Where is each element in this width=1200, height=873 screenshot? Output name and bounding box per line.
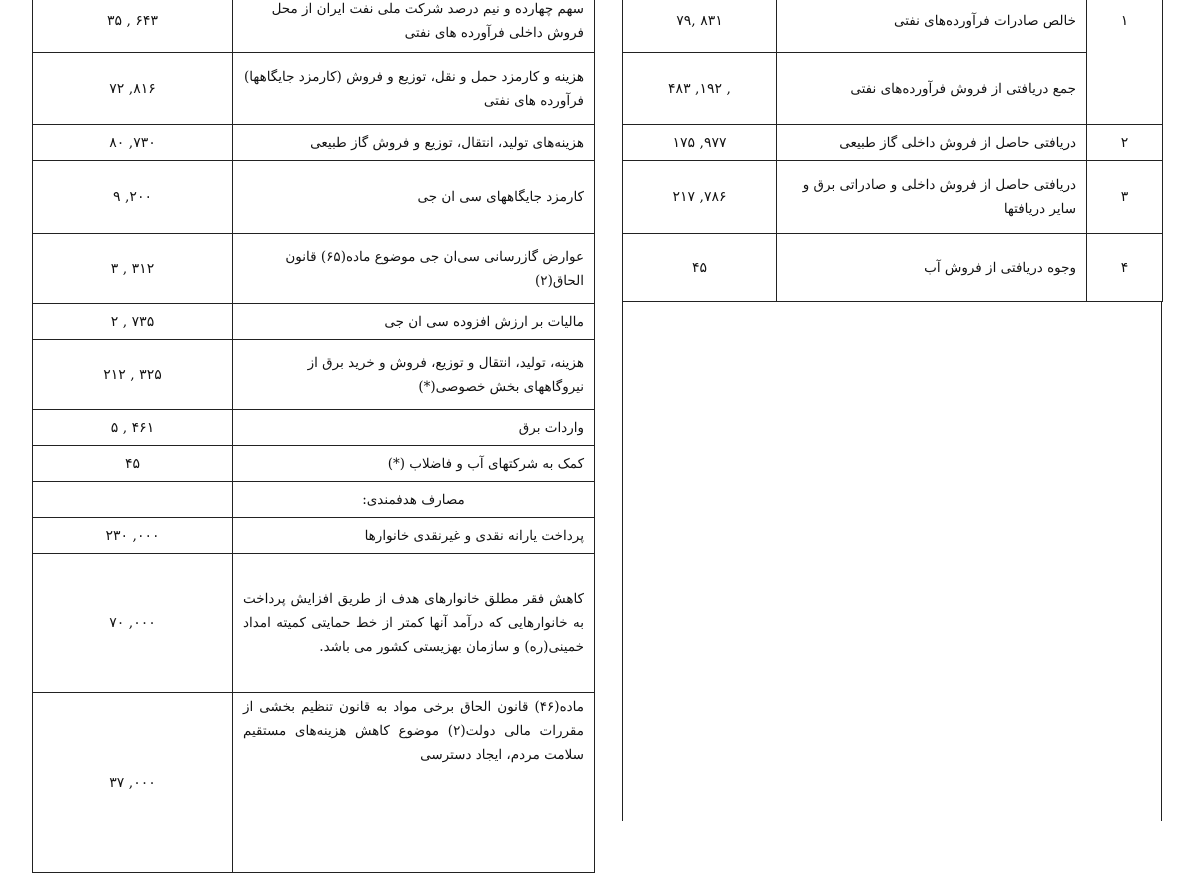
amount-cell: ۴۸۳ ,۱۹۲ , bbox=[623, 53, 777, 125]
row-index: ۲ bbox=[1087, 125, 1163, 161]
table-row bbox=[33, 482, 595, 518]
table-row bbox=[33, 234, 595, 304]
description-cell: خالص صادرات فرآورده‌های نفتی bbox=[777, 0, 1087, 53]
amount-cell: ۴۵ bbox=[33, 446, 233, 482]
amount-cell: ۷۰ ,۰۰۰ bbox=[33, 554, 233, 693]
description-cell: عوارض گازرسانی سی‌ان جی موضوع ماده(۶۵) قانون الحاق(۲) bbox=[233, 234, 595, 304]
amount-cell: ۲۳۰ ,۰۰۰ bbox=[33, 518, 233, 554]
amount-cell: ۳۵ , ۶۴۳ bbox=[33, 0, 233, 53]
table-row bbox=[33, 53, 595, 125]
description-cell: مالیات بر ارزش افزوده سی ان جی bbox=[233, 304, 595, 340]
amount-cell bbox=[33, 482, 233, 518]
table-row bbox=[33, 0, 595, 53]
table-row bbox=[33, 304, 595, 340]
table-row bbox=[33, 410, 595, 446]
description-cell: سهم چهارده و نیم درصد شرکت ملی نفت ایران از محل فروش داخلی فرآورده های نفتی bbox=[233, 0, 595, 53]
description-cell: کاهش فقر مطلق خانوارهای هدف از طریق افزایش پرداخت به خانوارهایی که درآمد آنها کمتر از خط حمایتی کمیته امداد خمینی(ره) و سازمان بهزیستی کشور می باشد. bbox=[233, 554, 595, 693]
amount-cell: ۷۹, ۸۳۱ bbox=[623, 0, 777, 53]
table-row bbox=[623, 125, 1163, 161]
row-index: ۳ bbox=[1087, 161, 1163, 234]
table-row bbox=[33, 554, 595, 693]
empty-table-area bbox=[622, 301, 1162, 821]
left-table bbox=[32, 0, 595, 873]
amount-cell: ۲۱۷ ,۷۸۶ bbox=[623, 161, 777, 234]
table-row bbox=[623, 234, 1163, 302]
description-cell: کمک به شرکتهای آب و فاضلاب (*) bbox=[233, 446, 595, 482]
description-cell: جمع دریافتی از فروش فرآورده‌های نفتی bbox=[777, 53, 1087, 125]
row-index: ۴ bbox=[1087, 234, 1163, 302]
amount-cell: ۲۱۲ , ۳۲۵ bbox=[33, 340, 233, 410]
table-row bbox=[33, 693, 595, 873]
table-row bbox=[33, 340, 595, 410]
right-table bbox=[622, 0, 1163, 302]
description-cell: پرداخت یارانه نقدی و غیرنقدی خانوارها bbox=[233, 518, 595, 554]
table-row bbox=[623, 161, 1163, 234]
amount-cell: ۹ ,۲۰۰ bbox=[33, 161, 233, 234]
description-cell: ماده(۴۶) قانون الحاق برخی مواد به قانون تنظیم بخشی از مقررات مالی دولت(۲) موضوع کاهش هزینه‌های مستقیم سلامت مردم، ایجاد دسترسی bbox=[233, 693, 595, 873]
table-row bbox=[623, 0, 1163, 53]
description-cell: دریافتی حاصل از فروش داخلی و صادراتی برق و سایر دریافتها bbox=[777, 161, 1087, 234]
amount-cell: ۴۵ bbox=[623, 234, 777, 302]
amount-cell: ۵ , ۴۶۱ bbox=[33, 410, 233, 446]
amount-cell: ۳ , ۳۱۲ bbox=[33, 234, 233, 304]
row-index: ۱ bbox=[1087, 0, 1163, 125]
description-cell: دریافتی حاصل از فروش داخلی گاز طبیعی bbox=[777, 125, 1087, 161]
section-heading: مصارف هدفمندی: bbox=[233, 482, 595, 518]
amount-cell: ۷۲ ,۸۱۶ bbox=[33, 53, 233, 125]
amount-cell: ۲ , ۷۳۵ bbox=[33, 304, 233, 340]
description-cell: کارمزد جایگاههای سی ان جی bbox=[233, 161, 595, 234]
table-row bbox=[33, 161, 595, 234]
amount-cell: ۸۰ ,۷۳۰ bbox=[33, 125, 233, 161]
table-row bbox=[33, 518, 595, 554]
description-cell: هزینه، تولید، انتقال و توزیع، فروش و خرید برق از نیروگاههای بخش خصوصی(*) bbox=[233, 340, 595, 410]
description-cell: واردات برق bbox=[233, 410, 595, 446]
description-cell: هزینه و کارمزد حمل و نقل، توزیع و فروش (کارمزد جایگاهها) فرآورده های نفتی bbox=[233, 53, 595, 125]
table-row bbox=[33, 446, 595, 482]
table-row bbox=[623, 53, 1163, 125]
description-cell: هزینه‌های تولید، انتقال، توزیع و فروش گاز طبیعی bbox=[233, 125, 595, 161]
amount-cell: ۱۷۵ ,۹۷۷ bbox=[623, 125, 777, 161]
table-row bbox=[33, 125, 595, 161]
amount-cell: ۳۷ ,۰۰۰ bbox=[33, 693, 233, 873]
description-cell: وجوه دریافتی از فروش آب bbox=[777, 234, 1087, 302]
